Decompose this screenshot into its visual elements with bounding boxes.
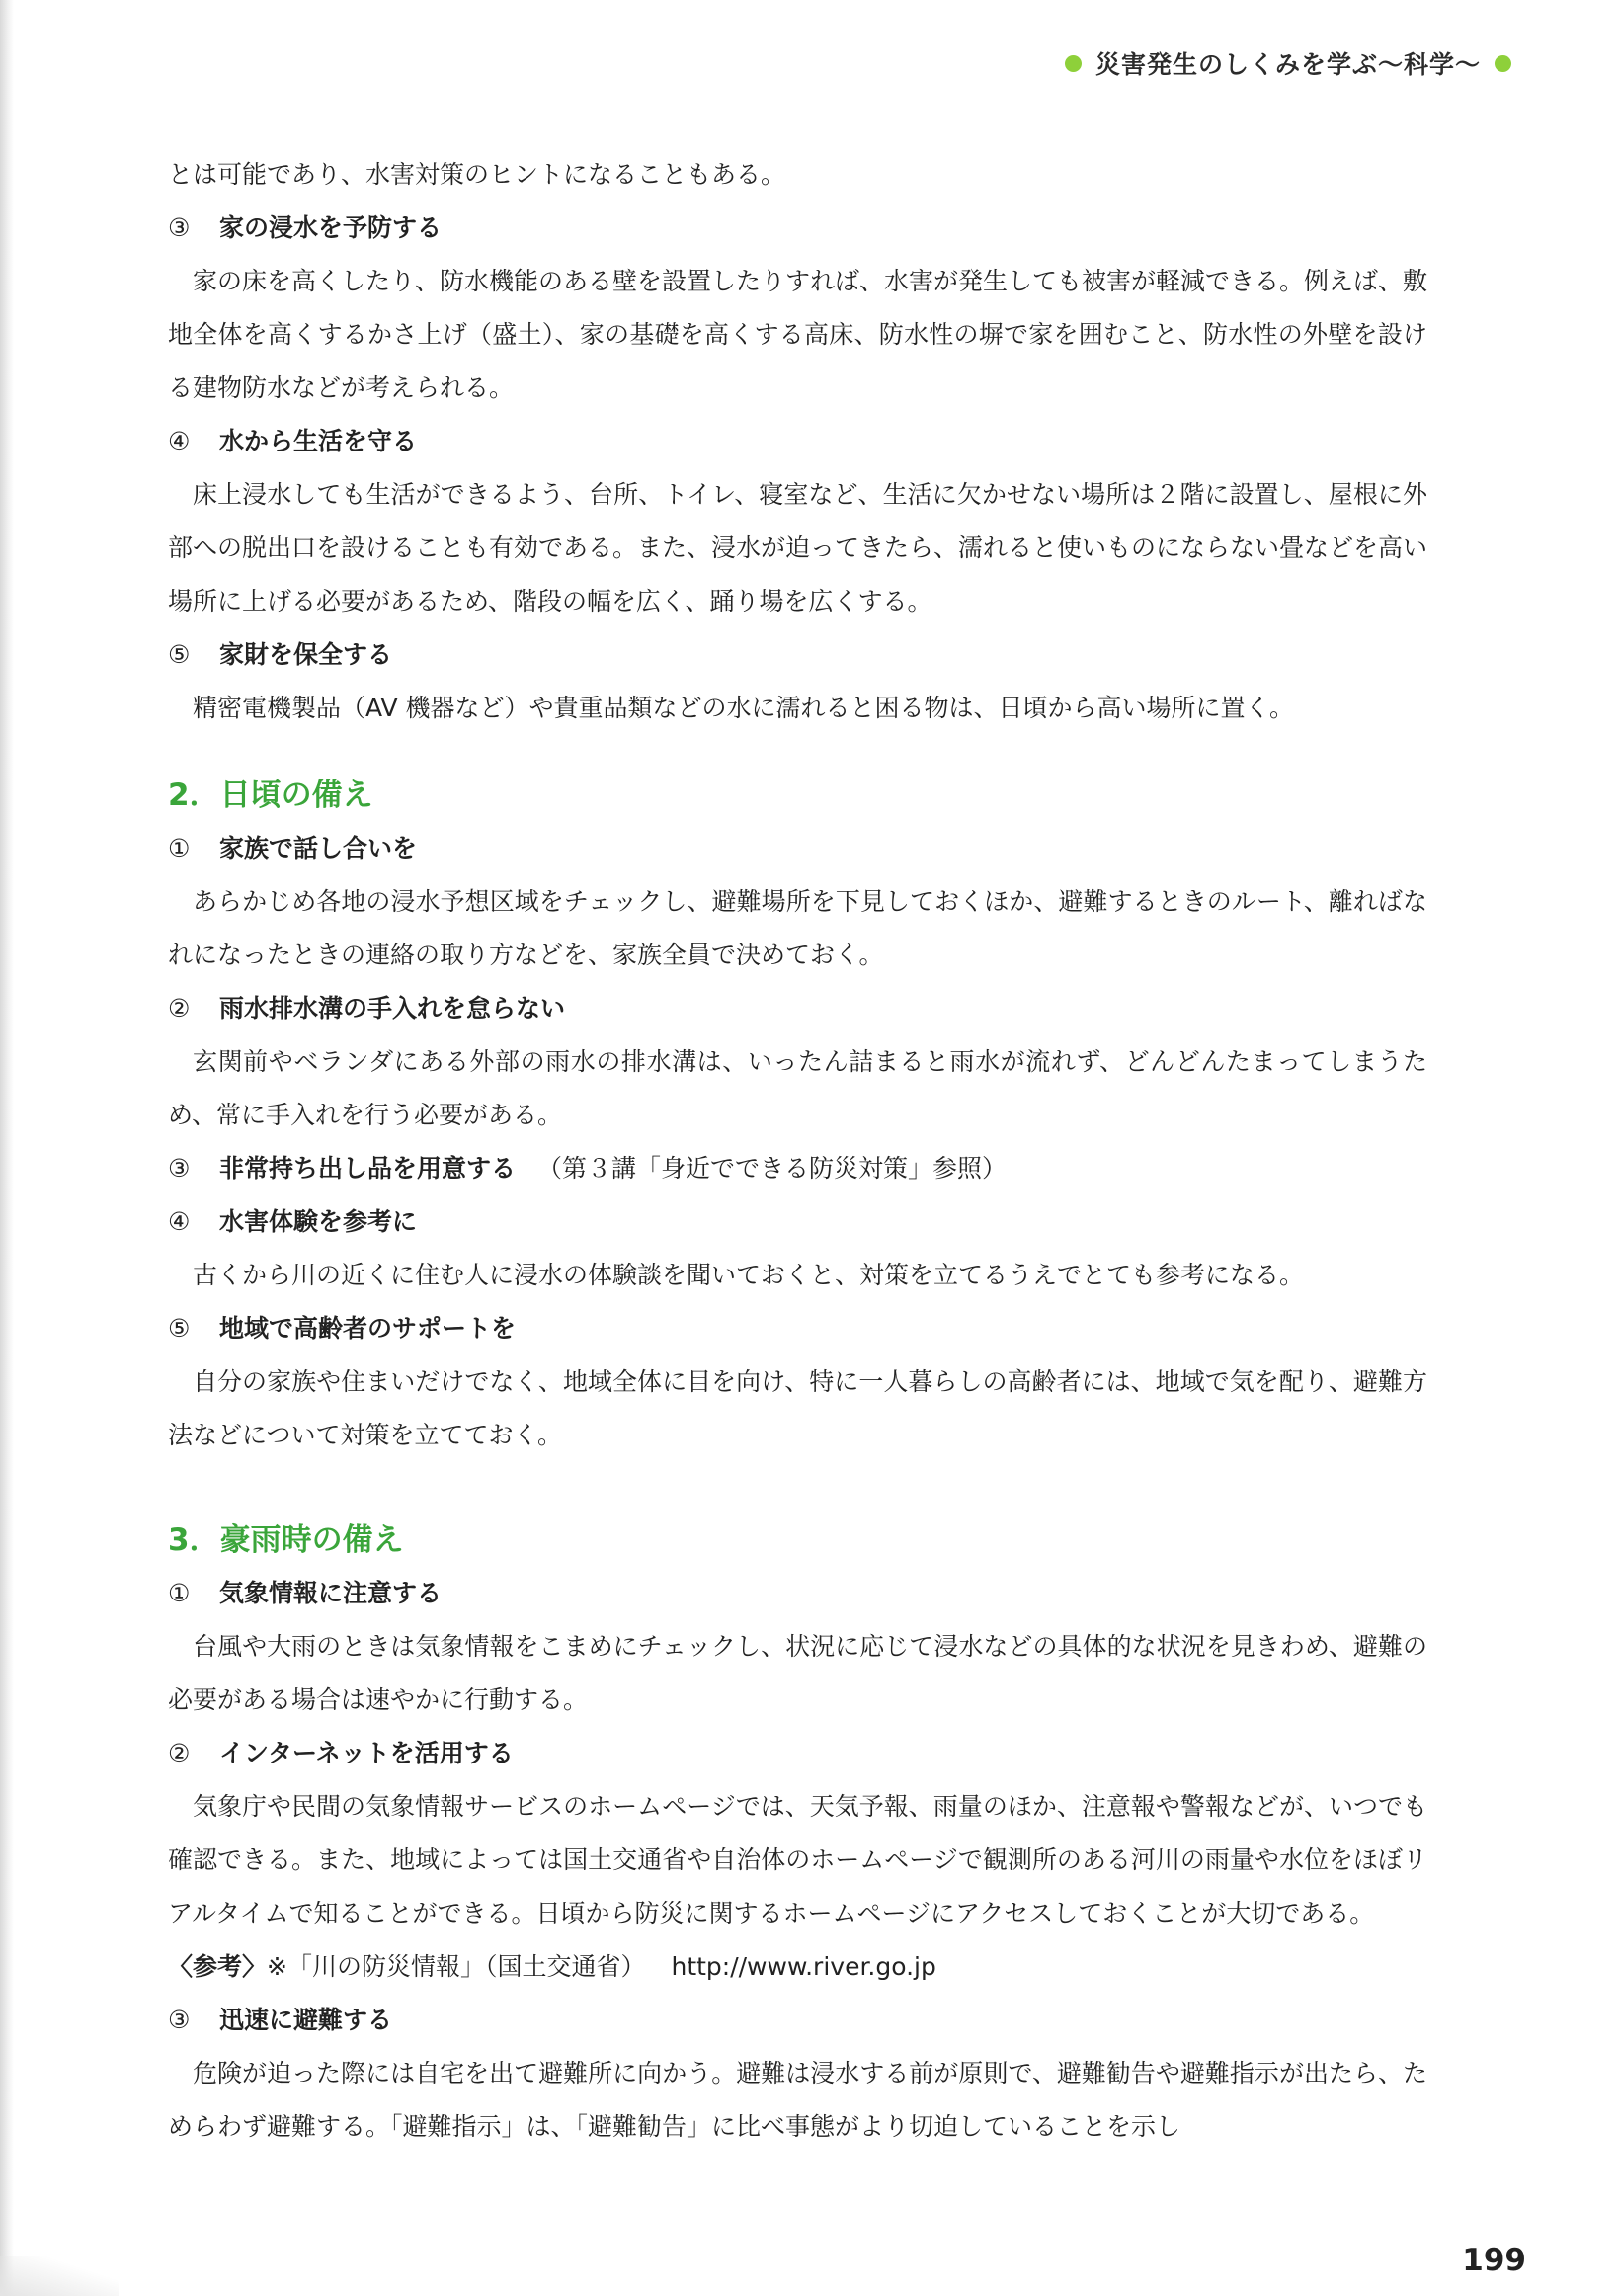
item-body: あらかじめ各地の浸水予想区域をチェックし、避難場所を下見しておくほか、避難するときのルート、離ればなれになったときの連絡の取り方などを、家族全員で決めておく。	[168, 887, 1427, 969]
item-number: ⑤	[168, 640, 191, 669]
running-header	[1065, 45, 1511, 81]
item-heading	[168, 1142, 1427, 1195]
item-title: 非常持ち出し品を用意する	[219, 1154, 517, 1183]
reference-label: 〈参考〉	[168, 1952, 268, 1981]
item-heading	[168, 1302, 1427, 1355]
item-body: 床上浸水しても生活ができるよう、台所、トイレ、寝室など、生活に欠かせない場所は２階に設置し、屋根に外部への脱出口を設けることも有効である。また、浸水が迫ってきたら、濡れると使いものにならない畳などを高い場所に上げる必要があるため、階段の幅を広く、踊り場を広くする。	[168, 480, 1428, 615]
continued-paragraph: とは可能であり、水害対策のヒントになることもある。	[168, 160, 786, 189]
item-note: （第３講「身近でできる防災対策」参照）	[537, 1154, 1008, 1183]
item-number: ⑤	[168, 1314, 191, 1343]
item-heading	[168, 822, 1427, 875]
item-number: ④	[168, 427, 191, 455]
page-number: 199	[1462, 2243, 1526, 2278]
item-number: ②	[168, 1739, 191, 1767]
item-heading	[168, 1994, 1427, 2047]
item-body: 気象庁や民間の気象情報サービスのホームページでは、天気予報、雨量のほか、注意報や警報などが、いつでも確認できる。また、地域によっては国土交通省や自治体のホームページで観測所のある河川の雨量や水位をほぼリアルタイムで知ることができる。日頃から防災に関するホームページにアクセスしておくことが大切である。	[168, 1792, 1427, 1927]
scan-corner-shadow	[0, 2256, 119, 2296]
item-body: 危険が迫った際には自宅を出て避難所に向かう。避難は浸水する前が原則で、避難勧告や避難指示が出たら、ためらわず避難する。「避難指示」は、「避難勧告」に比べ事態がより切迫していることを示し	[168, 2059, 1427, 2141]
item-number: ①	[168, 1579, 191, 1607]
item-number: ①	[168, 834, 191, 862]
reference-url: http://www.river.go.jp	[671, 1952, 936, 1981]
item-heading	[168, 1195, 1427, 1249]
item-title: 気象情報に注意する	[219, 1579, 443, 1607]
item-title: 雨水排水溝の手入れを怠らない	[219, 994, 566, 1023]
item-number: ③	[168, 2006, 191, 2034]
item-title: 地域で高齢者のサポートを	[219, 1314, 517, 1343]
item-number: ④	[168, 1207, 191, 1236]
section-heading: 3．豪雨時の備え	[168, 1522, 404, 1558]
item-heading	[168, 415, 1427, 468]
item-body: 古くから川の近くに住む人に浸水の体験談を聞いておくと、対策を立てるうえでとても参考になる。	[193, 1261, 1305, 1289]
item-heading	[168, 1567, 1427, 1620]
green-dot-icon	[1495, 55, 1511, 72]
item-body: 玄関前やベランダにある外部の雨水の排水溝は、いったん詰まると雨水が流れず、どんどんたまってしまうため、常に手入れを行う必要がある。	[168, 1047, 1427, 1129]
section-heading: 2．日頃の備え	[168, 778, 373, 813]
item-title: 水害体験を参考に	[219, 1207, 418, 1236]
item-number: ③	[168, 213, 191, 242]
item-number: ③	[168, 1154, 191, 1183]
green-dot-icon	[1065, 55, 1082, 72]
item-body: 精密電機製品（AV 機器など）や貴重品類などの水に濡れると困る物は、日頃から高い場所に置く。	[193, 694, 1295, 722]
item-heading	[168, 1727, 1427, 1780]
item-title: 家族で話し合いを	[219, 834, 418, 862]
item-body: 自分の家族や住まいだけでなく、地域全体に目を向け、特に一人暮らしの高齢者には、地域で気を配り、避難方法などについて対策を立てておく。	[168, 1367, 1427, 1449]
item-heading	[168, 982, 1427, 1035]
reference-line	[168, 1940, 1427, 1994]
item-title: 家財を保全する	[219, 640, 393, 669]
item-title: 家の浸水を予防する	[219, 213, 443, 242]
item-number: ②	[168, 994, 191, 1023]
scan-edge-shadow	[0, 0, 14, 2296]
page-body	[168, 148, 1427, 2154]
item-title: 迅速に避難する	[219, 2006, 393, 2034]
item-body: 台風や大雨のときは気象情報をこまめにチェックし、状況に応じて浸水などの具体的な状況を見きわめ、避難の必要がある場合は速やかに行動する。	[168, 1632, 1427, 1714]
item-heading	[168, 628, 1427, 682]
item-heading	[168, 202, 1427, 255]
item-title: インターネットを活用する	[219, 1739, 514, 1767]
item-title: 水から生活を守る	[219, 427, 418, 455]
reference-text: ※「川の防災情報」（国土交通省）	[267, 1952, 646, 1981]
running-header-title: 災害発生のしくみを学ぶ～科学～	[1094, 50, 1481, 79]
item-body: 家の床を高くしたり、防水機能のある壁を設置したりすれば、水害が発生しても被害が軽減できる。例えば、敷地全体を高くするかさ上げ（盛土）、家の基礎を高くする高床、防水性の塀で家を囲むこと、防水性の外壁を設ける建物防水などが考えられる。	[168, 267, 1428, 402]
